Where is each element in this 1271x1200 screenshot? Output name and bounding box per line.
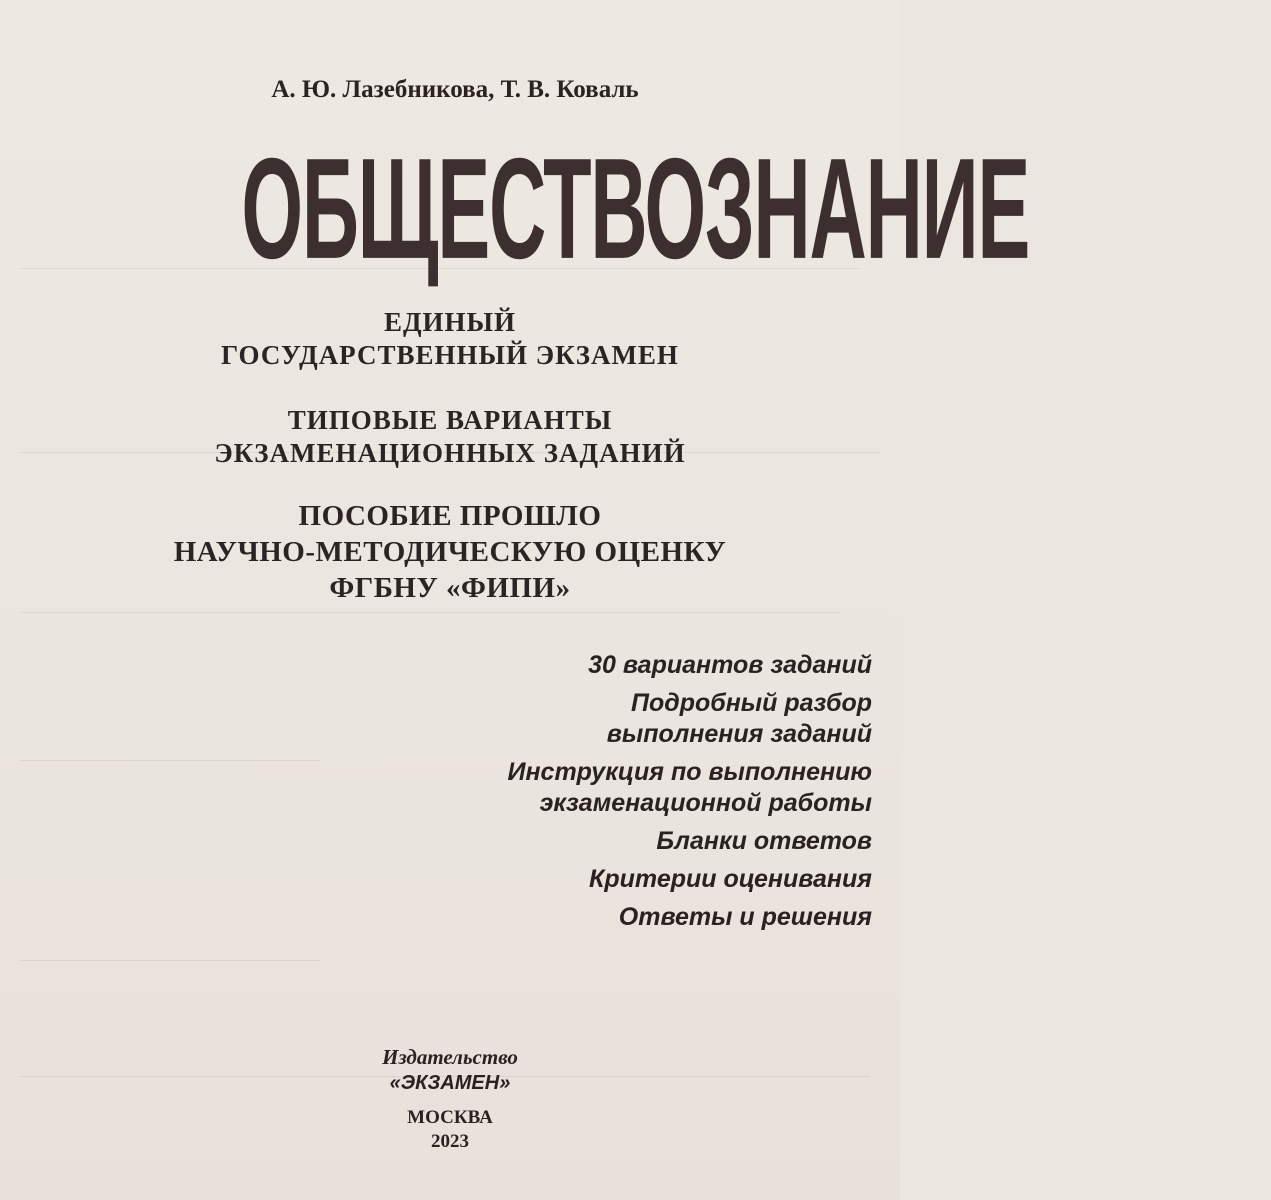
feature-line: экзаменационной работы xyxy=(539,789,872,817)
book-title-text: ОБЩЕСТВОЗНАНИЕ xyxy=(241,129,1030,290)
feature-item xyxy=(272,757,872,819)
exam-line-1: ЕДИНЫЙ xyxy=(383,307,517,337)
variants-line-2: ЭКЗАМЕНАЦИОННЫХ ЗАДАНИЙ xyxy=(214,438,686,468)
feature-line: Бланки ответов xyxy=(656,827,872,855)
feature-item xyxy=(272,826,872,857)
authors: А. Ю. Лазебникова, Т. В. Коваль xyxy=(271,76,639,103)
variants-heading xyxy=(0,404,900,470)
exam-line-2: ГОСУДАРСТВЕННЫЙ ЭКЗАМЕН xyxy=(221,340,679,370)
publisher-label: Издательство xyxy=(382,1045,518,1069)
city: МОСКВА xyxy=(407,1107,493,1128)
imprint xyxy=(0,1106,900,1154)
exam-heading xyxy=(0,306,900,372)
features-list xyxy=(272,650,872,940)
publisher xyxy=(0,1044,900,1096)
feature-line: Подробный разбор xyxy=(630,689,872,717)
feature-line: выполнения заданий xyxy=(606,720,872,748)
feature-line: Ответы и решения xyxy=(618,903,872,931)
year: 2023 xyxy=(431,1131,469,1152)
feature-line: 30 вариантов заданий xyxy=(588,651,872,679)
publisher-name: «ЭКЗАМЕН» xyxy=(389,1072,511,1094)
feature-line: Критерии оценивания xyxy=(589,865,872,893)
approval-note xyxy=(0,498,900,606)
variants-line-1: ТИПОВЫЕ ВАРИАНТЫ xyxy=(287,405,613,435)
feature-item xyxy=(272,688,872,750)
feature-line: Инструкция по выполнению xyxy=(507,758,872,786)
feature-item xyxy=(272,650,872,681)
book-title xyxy=(0,129,1030,290)
approval-line-1: ПОСОБИЕ ПРОШЛО xyxy=(298,500,602,532)
feature-item xyxy=(272,864,872,895)
approval-line-2: НАУЧНО-МЕТОДИЧЕСКУЮ ОЦЕНКУ xyxy=(173,536,727,568)
feature-item xyxy=(272,902,872,933)
approval-line-3: ФГБНУ «ФИПИ» xyxy=(329,572,571,604)
